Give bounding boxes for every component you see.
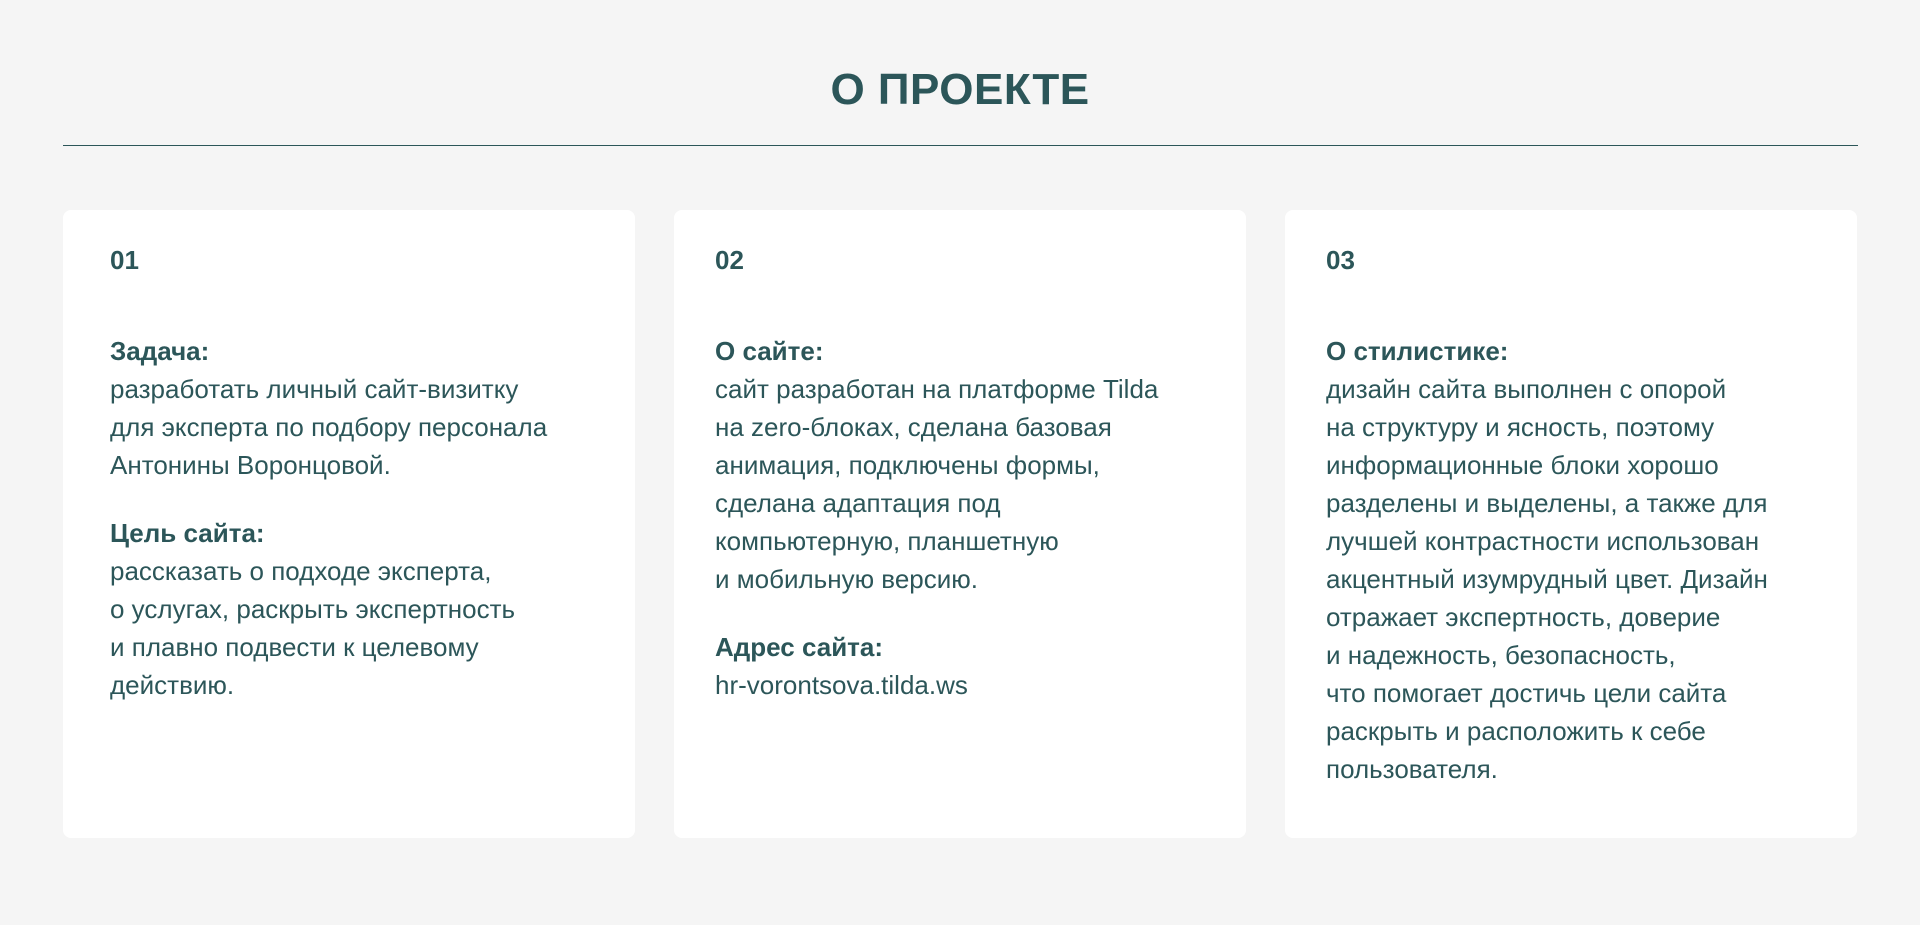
card-number: 02 [715,245,744,275]
style-text: дизайн сайта выполнен с опорой на структуру и ясность, поэтому информационные блоки хорошо разделены и выделены, а также для лучшей контрастности использован акцентный изумрудный цвет. Дизайн отражает экспертность, доверие и надежность, безопасность, что помогает достичь цели сайта раскрыть и расположить к себе пользователя. [1326,374,1768,784]
project-card-1 [63,210,635,838]
card-number: 01 [110,245,139,275]
about-site-text: сайт разработан на платформе Tilda на zero-блоках, сделана базовая анимация, подключены формы, сделана адаптация под компьютерную, планшетную и мобильную версию. [715,374,1159,594]
site-address-section [715,628,1206,704]
site-address-text: hr-vorontsova.tilda.ws [715,670,968,700]
title-divider [63,145,1858,146]
goal-text: рассказать о подходе эксперта, о услугах, раскрыть экспертность и плавно подвести к целевому действию. [110,556,516,700]
task-text: разработать личный сайт-визитку для эксперта по подбору персонала Антонины Воронцовой. [110,374,548,480]
page-title: О ПРОЕКТЕ [830,65,1090,114]
about-site-heading: О сайте: [715,336,824,366]
task-heading: Задача: [110,336,210,366]
style-section [1326,332,1817,788]
style-heading: О стилистике: [1326,336,1509,366]
project-card-3 [1285,210,1857,838]
goal-heading: Цель сайта: [110,518,265,548]
project-card-2 [674,210,1246,838]
about-site-section [715,332,1206,598]
card-number: 03 [1326,245,1355,275]
site-address-heading: Адрес сайта: [715,632,884,662]
goal-section [110,514,595,704]
task-section [110,332,595,484]
